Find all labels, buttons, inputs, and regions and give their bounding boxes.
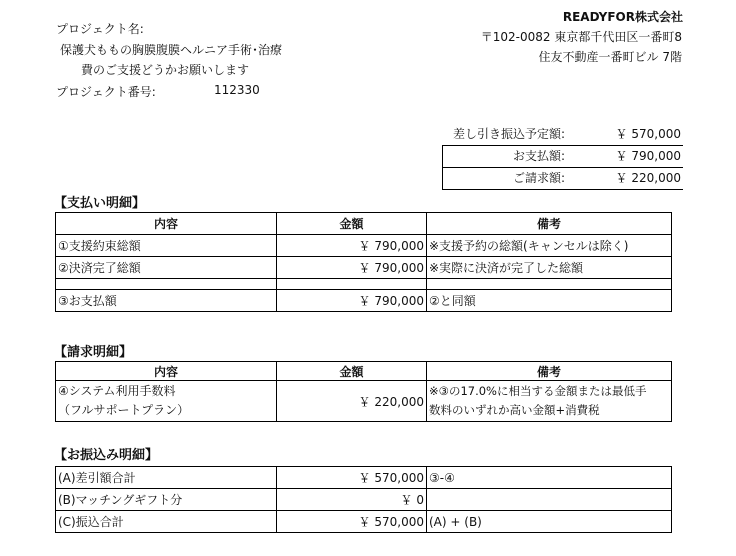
table-row <box>56 467 672 489</box>
table-header-row <box>56 213 672 235</box>
transfer-table <box>55 466 672 533</box>
item-cell: (C)振込合計 <box>56 511 277 533</box>
payment-section-title: 【支払い明細】 <box>54 196 146 211</box>
summary-row <box>443 124 684 146</box>
note-cell: ②と同額 <box>427 290 672 312</box>
item-line: （フルサポートプラン） <box>58 403 190 417</box>
amount-cell: ￥ 570,000 <box>277 467 427 489</box>
column-header: 内容 <box>56 213 277 235</box>
amount-cell: ￥ 790,000 <box>277 235 427 257</box>
item-cell: ②決済完了総額 <box>56 257 277 279</box>
summary-table <box>442 124 683 190</box>
note-cell: ※実際に決済が完了した総額 <box>427 257 672 279</box>
note-cell: ③-④ <box>427 467 672 489</box>
note-cell <box>427 489 672 511</box>
item-cell: (A)差引額合計 <box>56 467 277 489</box>
payment-table <box>55 212 672 312</box>
column-header: 備考 <box>427 362 672 381</box>
table-row <box>56 235 672 257</box>
amount-cell: ￥ 0 <box>277 489 427 511</box>
note-cell: (A) + (B) <box>427 511 672 533</box>
table-row <box>56 489 672 511</box>
summary-label: お支払額: <box>443 146 568 168</box>
summary-row <box>443 146 684 168</box>
company-address-line1: 〒102-0082 東京都千代田区一番町8 <box>480 30 682 44</box>
item-cell: ③お支払額 <box>56 290 277 312</box>
amount-cell: ￥ 570,000 <box>277 511 427 533</box>
column-header: 金額 <box>277 362 427 381</box>
note-cell <box>427 381 672 422</box>
amount-cell: ￥ 790,000 <box>277 290 427 312</box>
table-row <box>56 257 672 279</box>
summary-value: ￥ 220,000 <box>567 168 683 190</box>
column-header: 内容 <box>56 362 277 381</box>
summary-label: 差し引き振込予定額: <box>443 124 568 146</box>
summary-row <box>443 168 684 190</box>
spacer-row <box>56 279 672 290</box>
item-cell: (B)マッチングギフト分 <box>56 489 277 511</box>
table-row <box>56 511 672 533</box>
summary-value: ￥ 570,000 <box>567 124 683 146</box>
item-line: ④システム利用手数料 <box>58 384 176 398</box>
amount-cell: ￥ 220,000 <box>277 381 427 422</box>
column-header: 備考 <box>427 213 672 235</box>
project-name-label: プロジェクト名: <box>56 22 144 36</box>
column-header: 金額 <box>277 213 427 235</box>
table-header-row <box>56 362 672 381</box>
company-address-line2: 住友不動産一番町ビル 7階 <box>538 50 682 64</box>
project-name-line2: 費のご支援どうかお願いします <box>81 63 250 77</box>
amount-cell: ￥ 790,000 <box>277 257 427 279</box>
table-row <box>56 381 672 422</box>
billing-table <box>55 361 672 422</box>
table-row <box>56 290 672 312</box>
note-line: ※③の17.0%に相当する金額または最低手 <box>429 384 647 398</box>
transfer-section-title: 【お振込み明細】 <box>54 448 159 463</box>
note-line: 数料のいずれか高い金額+消費税 <box>429 403 600 417</box>
summary-label: ご請求額: <box>443 168 568 190</box>
company-name: READYFOR株式会社 <box>562 10 683 24</box>
project-number: 112330 <box>214 83 260 97</box>
note-cell: ※支援予約の総額(キャンセルは除く) <box>427 235 672 257</box>
billing-section-title: 【請求明細】 <box>54 345 133 360</box>
item-cell <box>56 381 277 422</box>
item-cell: ①支援約束総額 <box>56 235 277 257</box>
project-name-line1: 保護犬ももの胸膜腹膜ヘルニア手術･治療 <box>60 43 283 57</box>
project-number-label: プロジェクト番号: <box>56 85 156 99</box>
summary-value: ￥ 790,000 <box>567 146 683 168</box>
